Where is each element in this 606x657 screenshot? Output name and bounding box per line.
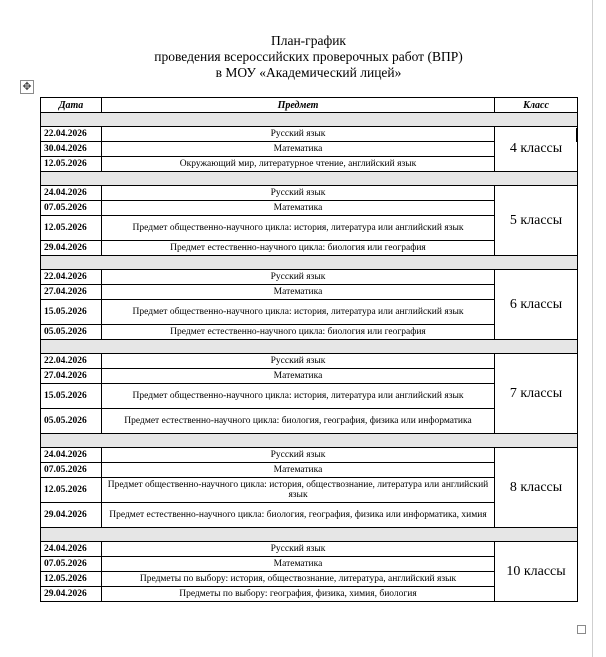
header-subject: Предмет	[102, 98, 495, 113]
date-cell[interactable]: 07.05.2026	[41, 557, 102, 572]
title-line-3: в МОУ «Академический лицей»	[215, 65, 402, 80]
schedule-table	[40, 97, 578, 602]
date-cell[interactable]: 12.05.2026	[41, 216, 102, 241]
date-cell[interactable]: 27.04.2026	[41, 285, 102, 300]
date-cell[interactable]: 12.05.2026	[41, 572, 102, 587]
date-cell[interactable]: 12.05.2026	[41, 478, 102, 503]
date-cell[interactable]: 30.04.2026	[41, 142, 102, 157]
header-class: Класс	[495, 98, 578, 113]
group-separator-cell	[41, 340, 578, 354]
date-cell[interactable]: 24.04.2026	[41, 448, 102, 463]
subject-cell[interactable]: Математика	[102, 201, 495, 216]
date-cell[interactable]: 29.04.2026	[41, 503, 102, 528]
subject-cell[interactable]: Предмет общественно-научного цикла: история, литература или английский язык	[102, 300, 495, 325]
subject-cell[interactable]: Математика	[102, 142, 495, 157]
date-cell[interactable]: 15.05.2026	[41, 300, 102, 325]
group-separator	[41, 528, 578, 542]
date-cell[interactable]: 07.05.2026	[41, 463, 102, 478]
subject-cell[interactable]: Предмет общественно-научного цикла: история, литература или английский язык	[102, 216, 495, 241]
class-cell[interactable]: 7 классы	[495, 354, 578, 434]
date-cell[interactable]: 22.04.2026	[41, 127, 102, 142]
group-separator-cell	[41, 256, 578, 270]
date-cell[interactable]: 12.05.2026	[41, 157, 102, 172]
subject-cell[interactable]: Русский язык	[102, 354, 495, 369]
date-cell[interactable]: 22.04.2026	[41, 270, 102, 285]
subject-cell[interactable]: Математика	[102, 369, 495, 384]
date-cell[interactable]: 24.04.2026	[41, 186, 102, 201]
date-cell[interactable]: 29.04.2026	[41, 241, 102, 256]
group-separator-cell	[41, 172, 578, 186]
date-cell[interactable]: 22.04.2026	[41, 354, 102, 369]
subject-cell[interactable]: Предметы по выбору: география, физика, химия, биология	[102, 587, 495, 602]
title-line-1: План-график	[270, 33, 346, 48]
group-separator	[41, 172, 578, 186]
subject-cell[interactable]: Русский язык	[102, 186, 495, 201]
subject-cell[interactable]: Русский язык	[102, 448, 495, 463]
move-icon[interactable]: ✥	[20, 80, 34, 94]
class-cell[interactable]: 10 классы	[495, 542, 578, 602]
document-title	[40, 33, 577, 81]
subject-cell[interactable]: Предмет общественно-научного цикла: история, литература или английский язык	[102, 384, 495, 409]
date-cell[interactable]: 27.04.2026	[41, 369, 102, 384]
table-row	[41, 448, 578, 463]
class-cell[interactable]: 8 классы	[495, 448, 578, 528]
page-edge	[592, 0, 593, 657]
subject-cell[interactable]: Предмет общественно-научного цикла: история, обществознание, литература или английский язык	[102, 478, 495, 503]
subject-cell[interactable]: Предмет естественно-научного цикла: биология, география, физика или информатика, химия	[102, 503, 495, 528]
date-cell[interactable]: 07.05.2026	[41, 201, 102, 216]
class-cell[interactable]: 6 классы	[495, 270, 578, 340]
group-separator-cell	[41, 113, 578, 127]
header-date: Дата	[41, 98, 102, 113]
subject-cell[interactable]: Русский язык	[102, 127, 495, 142]
group-separator	[41, 434, 578, 448]
subject-cell[interactable]: Предмет естественно-научного цикла: биология или география	[102, 241, 495, 256]
table-row	[41, 354, 578, 369]
subject-cell[interactable]: Окружающий мир, литературное чтение, английский язык	[102, 157, 495, 172]
date-cell[interactable]: 24.04.2026	[41, 542, 102, 557]
class-cell[interactable]: 5 классы	[495, 186, 578, 256]
title-line-2: проведения всероссийских проверочных работ (ВПР)	[154, 49, 463, 64]
table-row	[41, 542, 578, 557]
group-separator	[41, 340, 578, 354]
table-row	[41, 186, 578, 201]
subject-cell[interactable]: Русский язык	[102, 542, 495, 557]
subject-cell[interactable]: Математика	[102, 463, 495, 478]
subject-cell[interactable]: Предмет естественно-научного цикла: биология или география	[102, 325, 495, 340]
date-cell[interactable]: 29.04.2026	[41, 587, 102, 602]
table-row	[41, 127, 578, 142]
group-separator-cell	[41, 434, 578, 448]
subject-cell[interactable]: Математика	[102, 557, 495, 572]
date-cell[interactable]: 15.05.2026	[41, 384, 102, 409]
subject-cell[interactable]: Русский язык	[102, 270, 495, 285]
group-separator	[41, 256, 578, 270]
subject-cell[interactable]: Предметы по выбору: история, обществознание, литература, английский язык	[102, 572, 495, 587]
date-cell[interactable]: 05.05.2026	[41, 409, 102, 434]
table-resize-handle[interactable]	[577, 625, 586, 634]
subject-cell[interactable]: Предмет естественно-научного цикла: биология, география, физика или информатика	[102, 409, 495, 434]
class-cell[interactable]: 4 классы	[495, 127, 578, 172]
schedule-body	[41, 113, 578, 602]
table-row	[41, 270, 578, 285]
group-separator-cell	[41, 528, 578, 542]
group-separator	[41, 113, 578, 127]
date-cell[interactable]: 05.05.2026	[41, 325, 102, 340]
subject-cell[interactable]: Математика	[102, 285, 495, 300]
